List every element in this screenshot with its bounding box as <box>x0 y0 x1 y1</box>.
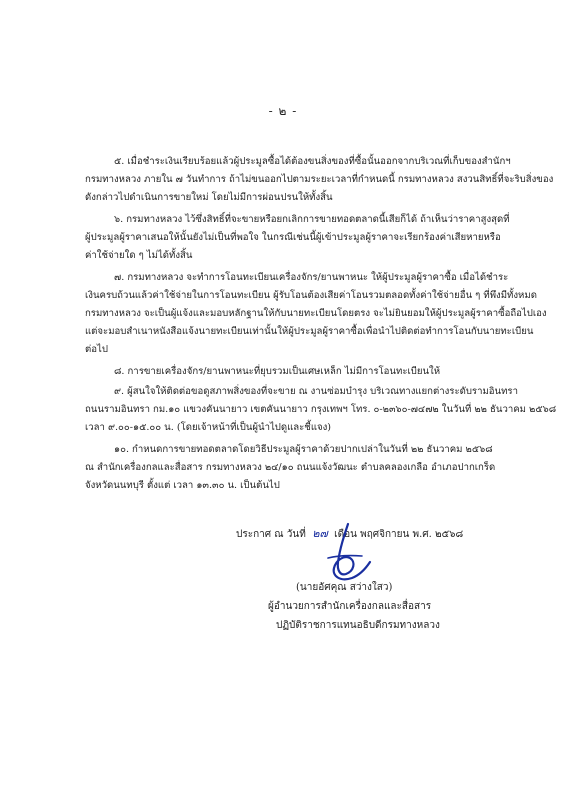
paragraph-5-line-1: ๕. เมื่อชำระเงินเรียบร้อยแล้วผู้ประมูลซื้อได้ต้องขนสิ่งของที่ซื้อนั้นออกจากบริเวณที่เก็บของสำนักฯ <box>114 156 511 167</box>
paragraph-6-line-1: ๖. กรมทางหลวง ไว้ซึ่งสิทธิ์ที่จะขายหรือยกเลิกการขายทอดตลาดนี้เสียก็ได้ ถ้าเห็นว่าราคาสูงสุดที่ <box>114 214 510 225</box>
paragraph-10-line-1: ๑๐. กำหนดการขายทอดตลาดโดยวิธีประมูลผู้ราคาด้วยปากเปล่าในวันที่ ๒๒ ธันวาคม ๒๕๖๘ <box>114 444 493 455</box>
paragraph-6-line-3: ค่าใช้จ่ายใด ๆ ไม่ได้ทั้งสิ้น <box>85 250 193 261</box>
page-number: - ๒ - <box>268 104 298 118</box>
announcement-month: พฤศจิกายน <box>360 529 410 540</box>
paragraph-5-line-3: ดังกล่าวไปดำเนินการขายใหม่ โดยไม่มีการผ่อนปรนให้ทั้งสิ้น <box>85 192 333 203</box>
paragraph-9-line-2: ถนนรามอินทรา กม.๑๐ แขวงคันนายาว เขตคันนายาว กรุงเทพฯ โทร. ๐-๒๓๖๐-๗๔๗๒ ในวันที่ ๒๒ ธันวาคม ๒๕๖๘ <box>85 404 557 415</box>
paragraph-7-line-4: แต่จะมอบสำเนาหนังสือแจ้งนายทะเบียนเท่านั้นให้ผู้ประมูลผู้ราคาซื้อเพื่อนำไปติดต่อทำการโอนกับนายทะเบียน <box>85 326 534 337</box>
signatory-name: (นายอัศคุณ สว่างใสว) <box>296 582 393 593</box>
announcement-prefix: ประกาศ ณ วันที่ <box>236 529 306 540</box>
paragraph-7-line-2: เงินครบถ้วนแล้วค่าใช้จ่ายในการโอนทะเบียน ผู้รับโอนต้องเสียค่าโอนรวมตลอดทั้งค่าใช้จ่ายอื่น ๆ ที่พึงมีทั้งหมด <box>85 290 537 301</box>
paragraph-7-line-1: ๗. กรมทางหลวง จะทำการโอนทะเบียนเครื่องจักร/ยานพาหนะ ให้ผู้ประมูลผู้ราคาซื้อ เมื่อได้ชำระ <box>114 272 509 283</box>
paragraph-7-line-3: กรมทางหลวง จะเป็นผู้แจ้งและมอบหลักฐานให้กับนายทะเบียนโดยตรง จะไม่ยินยอมให้ผู้ประมูลผู้ราคาซื้อถือไปเอง <box>85 308 547 319</box>
announcement-year-label: พ.ศ. <box>412 529 432 540</box>
paragraph-6-line-2: ผู้ประมูลผู้ราคาเสนอให้นั้นยังไม่เป็นที่พอใจ ในกรณีเช่นนี้ผู้เข้าประมูลผู้ราคาจะเรียกร้องค่าเสียหายหรือ <box>85 232 501 243</box>
paragraph-10-line-3: จังหวัดนนทบุรี ตั้งแต่ เวลา ๑๓.๓๐ น. เป็นต้นไป <box>85 480 280 491</box>
announcement-month-label: เดือน <box>334 529 357 540</box>
paragraph-7-line-5: ต่อไป <box>85 344 108 355</box>
paragraph-9-line-3: เวลา ๙.๐๐-๑๕.๐๐ น. (โดยเจ้าหน้าที่เป็นผู้นำไปดูและชี้แจง) <box>85 422 332 433</box>
paragraph-8-line-1: ๘. การขายเครื่องจักร/ยานพาหนะที่ยุบรวมเป็นเศษเหล็ก ไม่มีการโอนทะเบียนให้ <box>114 366 441 377</box>
paragraph-9-line-1: ๙. ผู้สนใจให้ติดต่อขอดูสภาพสิ่งของที่จะขาย ณ งานซ่อมบำรุง บริเวณทางแยกต่างระดับรามอินทรา <box>114 386 518 397</box>
paragraph-5-line-2: กรมทางหลวง ภายใน ๗ วันทำการ ถ้าไม่ขนออกไปตามระยะเวลาที่กำหนดนี้ กรมทางหลวง สงวนสิทธิ์ที่จะริบสิ่งของ <box>85 174 554 185</box>
announcement-year: ๒๕๖๘ <box>435 529 464 540</box>
announcement-day: ๒๗ <box>312 527 328 540</box>
handwritten-signature <box>318 522 378 584</box>
paragraph-10-line-2: ณ สำนักเครื่องกลและสื่อสาร กรมทางหลวง ๒๔/๑๐ ถนนแจ้งวัฒนะ ตำบลคลองเกลือ อำเภอปากเกร็ด <box>85 462 496 473</box>
signatory-title-line-2: ปฏิบัติราชการแทนอธิบดีกรมทางหลวง <box>276 620 440 631</box>
signatory-title-line-1: ผู้อำนวยการสำนักเครื่องกลและสื่อสาร <box>268 601 432 612</box>
